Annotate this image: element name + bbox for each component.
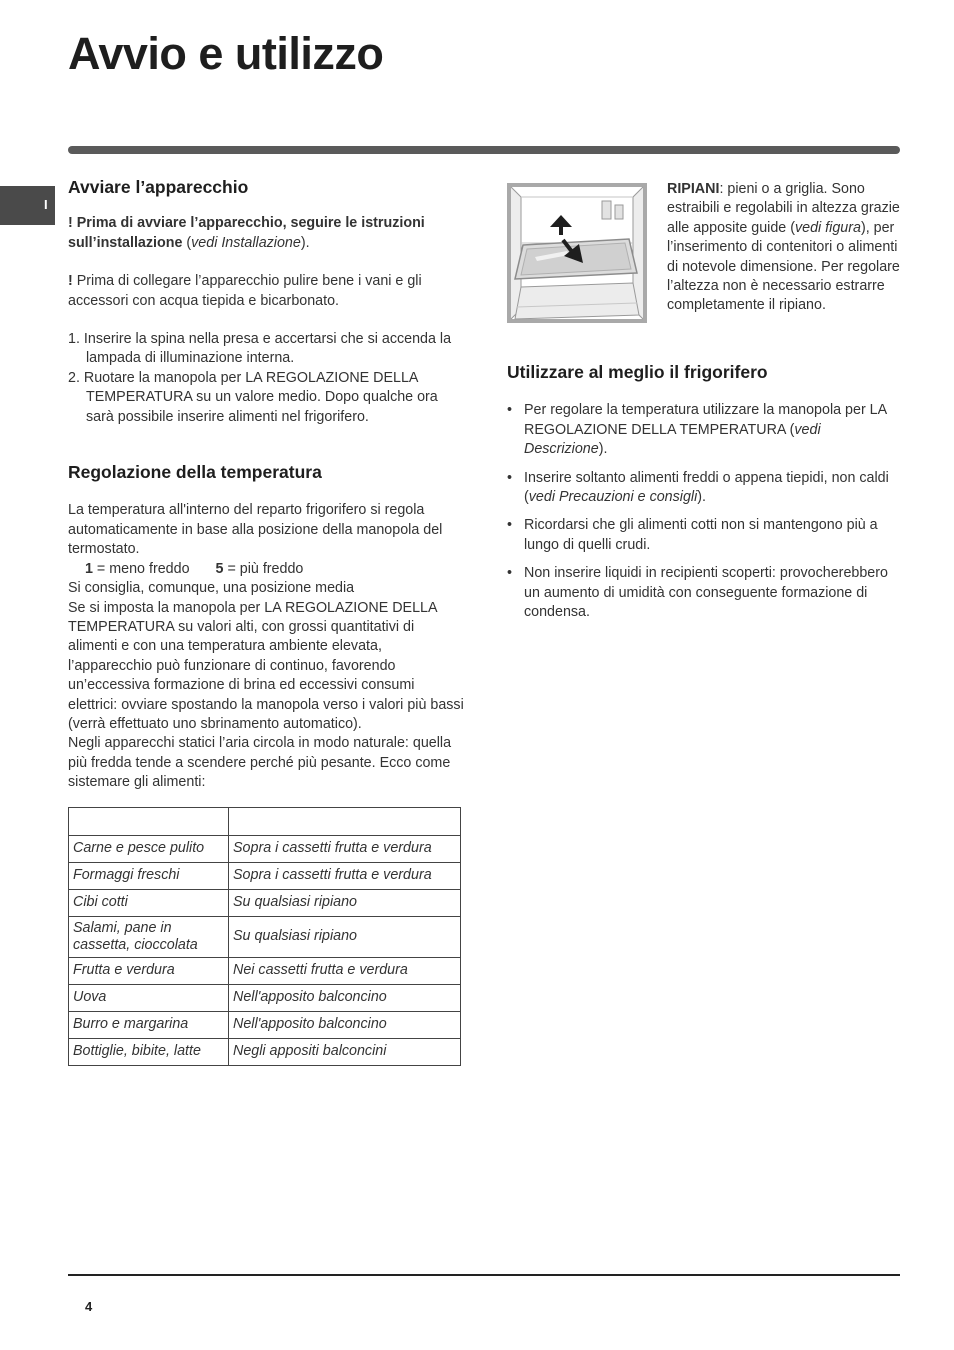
table-cell-food: Formaggi freschi <box>69 862 229 889</box>
warning-installation: ! Prima di avviare l’apparecchio, seguire le istruzioni sull’installazione (vedi Installazione). <box>68 215 425 251</box>
warning-mark: ! <box>68 215 73 232</box>
table-cell-position: Su qualsiasi ripiano <box>229 916 461 957</box>
installation-reference: vedi Installazione <box>191 234 301 251</box>
temperature-paragraph: Si consiglia, comunque, una posizione media <box>68 580 355 597</box>
temperature-paragraph: Negli apparecchi statici l’aria circola in modo naturale: quella più fredda tende a scendere perché più pesante. Ecco come sistemare gli alimenti: <box>68 735 452 791</box>
section-heading-best-use: Utilizzare al meglio il frigorifero <box>507 362 768 382</box>
table-row <box>69 1011 461 1038</box>
figure-reference: vedi figura <box>794 219 861 236</box>
temperature-paragraph: La temperatura all'interno del reparto frigorifero si regola automaticamente in base alla posizione della manopola del termostato. <box>68 502 443 558</box>
table-cell-position: Nei cassetti frutta e verdura <box>229 957 461 984</box>
list-item: • Inserire soltanto alimenti freddi o appena tiepidi, non caldi (vedi Precauzioni e consigli). <box>507 469 889 506</box>
page-title: Avvio e utilizzo <box>68 28 384 79</box>
list-item: • Ricordarsi che gli alimenti cotti non si mantengono più a lungo di quelli crudi. <box>507 517 878 553</box>
table-cell-food: Carne e pesce pulito <box>69 835 229 862</box>
table-cell-food: Uova <box>69 984 229 1011</box>
left-column <box>68 178 464 1066</box>
table-cell-food: Burro e margarina <box>69 1011 229 1038</box>
table-cell-position: Su qualsiasi ripiano <box>229 889 461 916</box>
section-heading-temperature: Regolazione della temperatura <box>68 462 322 483</box>
ripiani-label: RIPIANI <box>667 181 720 197</box>
section-heading-start: Avviare l’apparecchio <box>68 177 249 197</box>
table-header-row <box>69 807 461 835</box>
list-item: • Per regolare la temperatura utilizzare la manopola per LA REGOLAZIONE DELLA TEMPERATURA (vedi Descrizione). <box>507 402 887 458</box>
table-row <box>69 1038 461 1065</box>
title-rule <box>68 146 900 154</box>
shelf-adjustment-figure <box>507 183 647 323</box>
table-cell-position: Sopra i cassetti frutta e verdura <box>229 862 461 889</box>
food-placement-table <box>68 807 461 1066</box>
list-item: • Non inserire liquidi in recipienti scoperti: provocherebbero un aumento di umidità con conseguente formazione di condensa. <box>507 565 888 621</box>
table-row <box>69 889 461 916</box>
language-tab-label: I <box>44 197 48 212</box>
table-row <box>69 835 461 862</box>
bullet: • <box>507 402 513 419</box>
right-column <box>507 180 902 631</box>
table-header-cell <box>229 807 461 835</box>
shelf-illustration <box>507 183 647 323</box>
start-step: 2. Ruotare la manopola per LA REGOLAZIONE DELLA TEMPERATURA su un valore medio. Dopo qualche ora sarà possibile inserire alimenti nel frigorifero. <box>68 369 438 425</box>
bullet: • <box>507 565 513 582</box>
table-row <box>69 916 461 957</box>
ripiani-paragraph: RIPIANI: pieni o a griglia. Sono estraibili e regolabili in altezza grazie alle apposite guide (vedi figura), per l’inserimento di contenitori o alimenti di notevole dimensione. Per regolare l’altezza non è necessario estrarre completamente il ripiano. <box>667 181 900 314</box>
table-cell-food: Cibi cotti <box>69 889 229 916</box>
table-cell-food: Salami, pane in cassetta, cioccolata <box>69 916 229 957</box>
warning-cleaning-text: Prima di collegare l’apparecchio pulire bene i vani e gli accessori con acqua tiepida e bicarbonato. <box>68 273 422 309</box>
warning-bold-text: Prima di avviare l’apparecchio, seguire le istruzioni sull’installazione <box>68 215 425 251</box>
temperature-paragraph: Se si imposta la manopola per LA REGOLAZIONE DELLA TEMPERATURA su valori alti, con grossi quantitativi di alimenti e con una temperatura ambiente elevata, l’apparecchio può funzionare di continuo, favorendo un’eccessiva formazione di brina ed eccessivi consumi elettrici: ovviare spostando la manopola verso i valori più bassi (verrà effettuato uno sbrinamento automatico). <box>68 599 464 732</box>
table-row <box>69 984 461 1011</box>
table-row <box>69 957 461 984</box>
table-cell-food: Frutta e verdura <box>69 957 229 984</box>
start-steps <box>68 330 464 427</box>
footer-rule <box>68 1274 900 1276</box>
bullet: • <box>507 469 513 486</box>
bullet: • <box>507 517 513 534</box>
tips-list <box>507 401 902 622</box>
temperature-scale: 1 = meno freddo 5 = più freddo <box>85 560 304 577</box>
language-tab <box>0 186 55 225</box>
start-step: 1. Inserire la spina nella presa e accertarsi che si accenda la lampada di illuminazione interna. <box>68 331 452 367</box>
description-reference: vedi Descrizione <box>524 421 821 458</box>
table-row <box>69 862 461 889</box>
warning-cleaning <box>68 272 464 311</box>
table-header-cell <box>69 807 229 835</box>
table-cell-food: Bottiglie, bibite, latte <box>69 1038 229 1065</box>
table-cell-position: Sopra i cassetti frutta e verdura <box>229 835 461 862</box>
page-number: 4 <box>85 1299 93 1314</box>
table-cell-position: Nell'apposito balconcino <box>229 1011 461 1038</box>
table-cell-position: Nell'apposito balconcino <box>229 984 461 1011</box>
warning-mark: ! <box>68 273 73 290</box>
table-cell-position: Negli appositi balconcini <box>229 1038 461 1065</box>
precautions-reference: vedi Precauzioni e consigli <box>528 489 698 506</box>
